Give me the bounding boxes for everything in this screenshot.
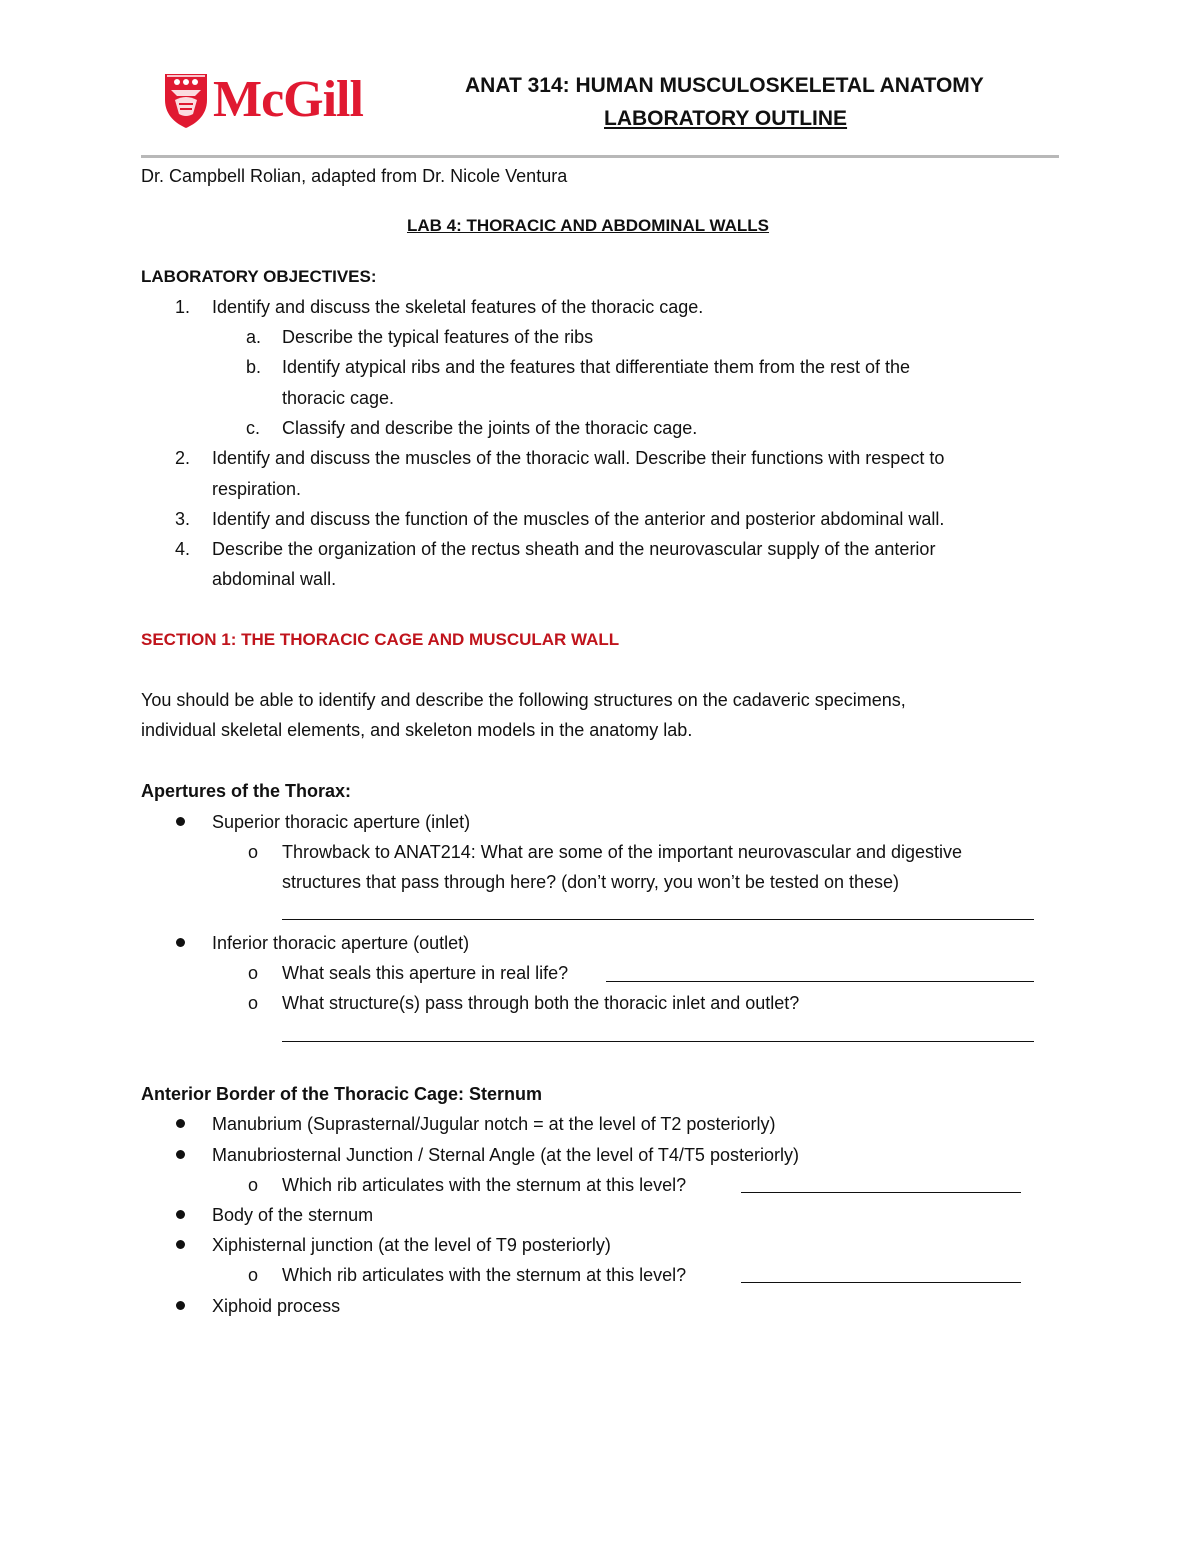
mcgill-logo xyxy=(163,70,393,132)
apertures-heading: Apertures of the Thorax: xyxy=(141,781,352,801)
inferior-question-2: What structure(s) pass through both the thoracic inlet and outlet? xyxy=(282,993,800,1013)
objectives-heading: LABORATORY OBJECTIVES: xyxy=(141,267,377,286)
xiphisternal-junction: Xiphisternal junction (at the level of T9 posteriorly) xyxy=(212,1235,611,1255)
sub-bullet: o xyxy=(248,842,259,862)
manubriosternal-junction: Manubriosternal Junction / Sternal Angle (at the level of T4/T5 posteriorly) xyxy=(212,1145,799,1165)
objective-text: Identify and discuss the skeletal features of the thoracic cage. xyxy=(212,297,704,317)
bullet xyxy=(176,938,185,947)
section-intro: You should be able to identify and describe the following structures on the cadaveric specimens, xyxy=(141,690,906,710)
objective-text: Describe the typical features of the ribs xyxy=(282,327,594,347)
superior-aperture: Superior thoracic aperture (inlet) xyxy=(212,812,471,832)
objective-text-cont: thoracic cage. xyxy=(282,388,395,408)
bullet xyxy=(176,1210,185,1219)
answer-blank[interactable] xyxy=(282,919,1034,920)
objective-text-cont: abdominal wall. xyxy=(212,569,337,589)
outline-title: LABORATORY OUTLINE xyxy=(604,107,848,130)
sub-bullet: o xyxy=(248,1175,259,1195)
answer-blank[interactable] xyxy=(606,981,1034,982)
sternum-body: Body of the sternum xyxy=(212,1205,374,1225)
mcgill-crest-icon xyxy=(163,70,209,130)
objective-text: Identify and discuss the function of the muscles of the anterior and posterior abdominal wall. xyxy=(212,509,945,529)
objective-text: Classify and describe the joints of the thoracic cage. xyxy=(282,418,698,438)
sub-bullet: o xyxy=(248,993,259,1013)
logo-wordmark: McGill xyxy=(213,71,363,128)
inferior-aperture: Inferior thoracic aperture (outlet) xyxy=(212,933,470,953)
bullet xyxy=(176,1150,185,1159)
manubrium: Manubrium (Suprasternal/Jugular notch = at the level of T2 posteriorly) xyxy=(212,1114,776,1134)
author-line: Dr. Campbell Rolian, adapted from Dr. Nicole Ventura xyxy=(141,166,568,186)
objective-text: Identify atypical ribs and the features that differentiate them from the rest of the xyxy=(282,357,911,377)
section-heading: SECTION 1: THE THORACIC CAGE AND MUSCULAR WALL xyxy=(141,630,620,649)
objective-letter: b. xyxy=(246,357,262,377)
superior-question-cont: structures that pass through here? (don’t worry, you won’t be tested on these) xyxy=(282,872,900,892)
bullet xyxy=(176,1119,185,1128)
rib-question: Which rib articulates with the sternum at this level? xyxy=(282,1175,687,1195)
objective-number: 4. xyxy=(175,539,191,559)
sternum-heading: Anterior Border of the Thoracic Cage: Sternum xyxy=(141,1084,543,1104)
answer-blank[interactable] xyxy=(741,1282,1021,1283)
sub-bullet: o xyxy=(248,1265,259,1285)
section-intro-cont: individual skeletal elements, and skeleton models in the anatomy lab. xyxy=(141,720,693,740)
answer-blank[interactable] xyxy=(741,1192,1021,1193)
bullet xyxy=(176,817,185,826)
inferior-question-1: What seals this aperture in real life? xyxy=(282,963,569,983)
rib-question: Which rib articulates with the sternum at this level? xyxy=(282,1265,687,1285)
bullet xyxy=(176,1240,185,1249)
objective-text: Identify and discuss the muscles of the thoracic wall. Describe their functions with respect to xyxy=(212,448,945,468)
objective-text-cont: respiration. xyxy=(212,479,302,499)
objective-text: Describe the organization of the rectus sheath and the neurovascular supply of the anterior xyxy=(212,539,936,559)
xiphoid-process: Xiphoid process xyxy=(212,1296,341,1316)
header-divider xyxy=(141,155,1059,158)
bullet xyxy=(176,1301,185,1310)
objective-letter: a. xyxy=(246,327,262,347)
sub-bullet: o xyxy=(248,963,259,983)
objective-number: 2. xyxy=(175,448,191,468)
objective-number: 1. xyxy=(175,297,191,317)
objective-number: 3. xyxy=(175,509,191,529)
course-title: ANAT 314: HUMAN MUSCULOSKELETAL ANATOMY xyxy=(465,74,984,97)
objective-letter: c. xyxy=(246,418,261,438)
lab-title: LAB 4: THORACIC AND ABDOMINAL WALLS xyxy=(407,216,770,235)
answer-blank[interactable] xyxy=(282,1041,1034,1042)
superior-question: Throwback to ANAT214: What are some of the important neurovascular and digestive xyxy=(282,842,963,862)
